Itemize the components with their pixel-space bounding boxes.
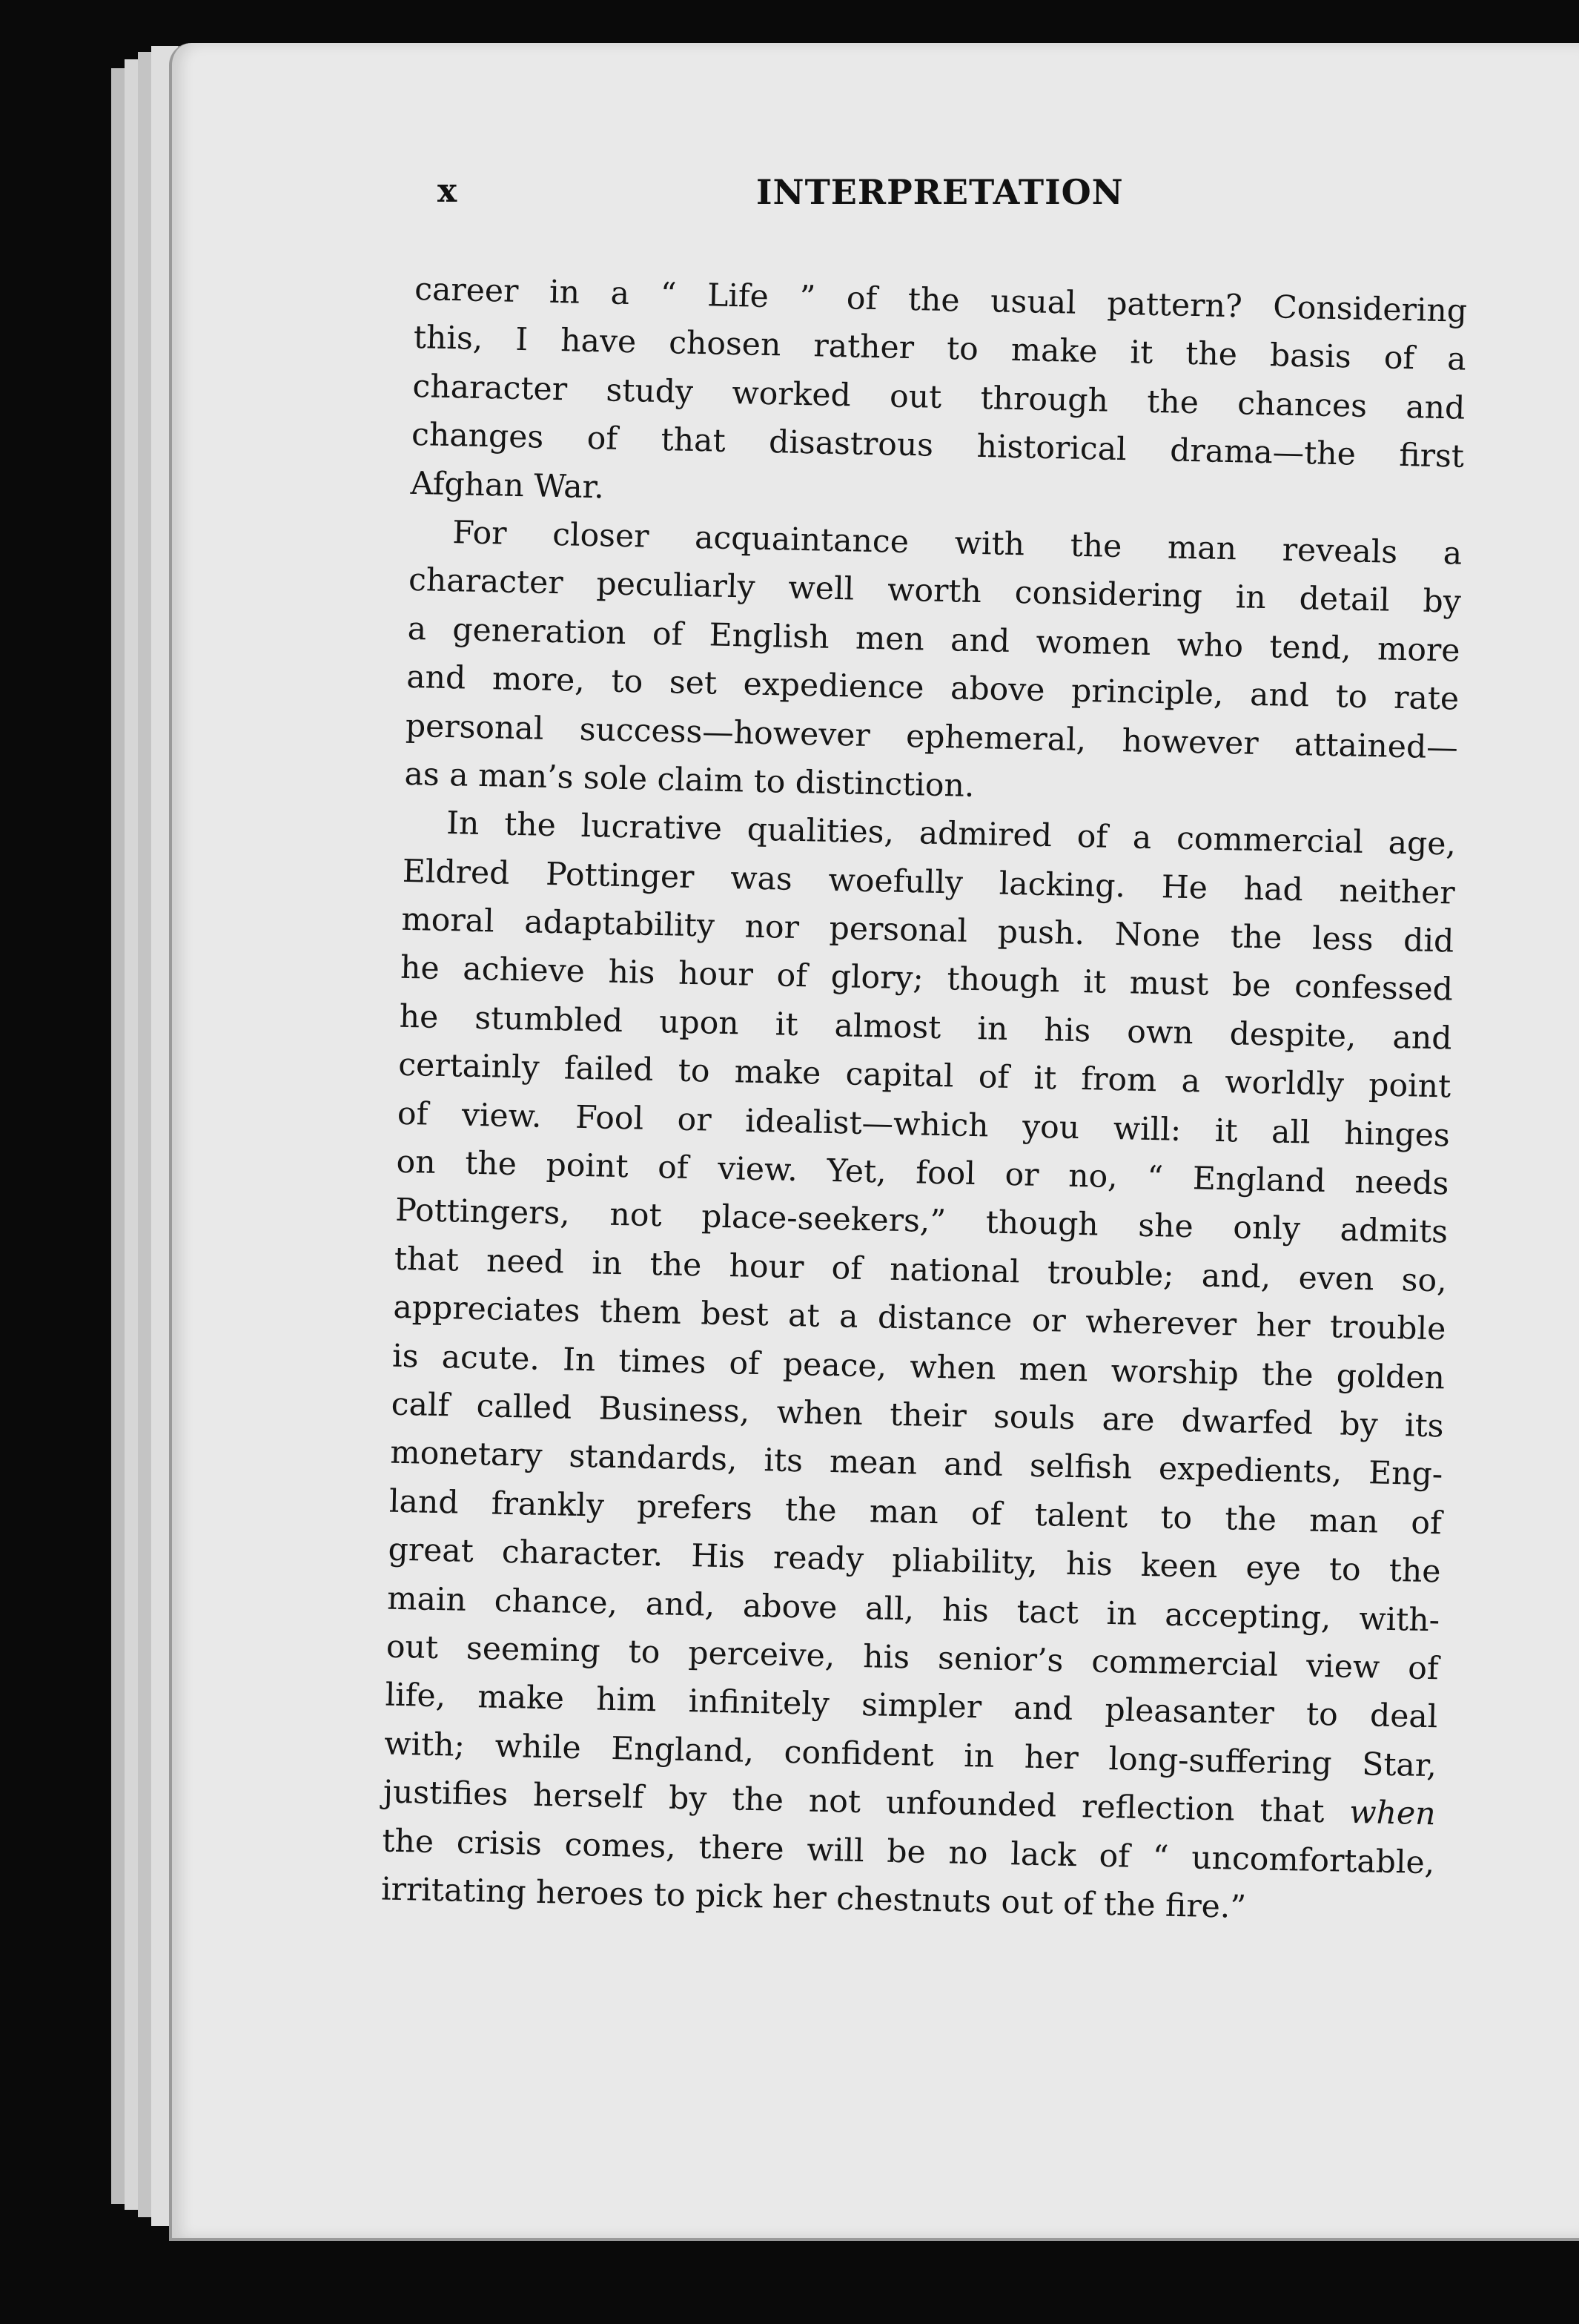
text-line: as a man’s sole claim to distinction. bbox=[404, 756, 975, 805]
running-title: INTERPRETATION bbox=[756, 172, 1124, 212]
text-line: certainly failed to make capital of it from a worldly point bbox=[397, 1047, 1451, 1106]
text-line: Eldred Pottinger was woefully lacking. He had neither bbox=[402, 853, 1456, 912]
text-line: changes of that disastrous historical drama—the first bbox=[411, 417, 1465, 475]
text-line: For closer acquaintance with the man reveals a bbox=[451, 515, 1463, 572]
text-line: this, I have chosen rather to make it the basis of a bbox=[413, 320, 1467, 379]
text-segment: justifies herself by the not unfounded reflection that bbox=[383, 1774, 1325, 1831]
text-line: with; while England, confident in her long-suffering Star, bbox=[383, 1726, 1437, 1785]
text-line: calf called Business, when their souls are dwarfed by its bbox=[391, 1386, 1445, 1445]
text-line: great character. His ready pliability, his keen eye to the bbox=[388, 1531, 1441, 1591]
text-line: he achieve his hour of glory; though it must be confessed bbox=[400, 950, 1454, 1009]
text-line: Afghan War. bbox=[410, 465, 605, 506]
text-line: irritating heroes to pick her chestnuts out of the fire.” bbox=[380, 1871, 1247, 1926]
text-line: out seeming to perceive, his senior’s commercial view of bbox=[385, 1628, 1440, 1688]
text-line: land frankly prefers the man of talent to the man of bbox=[388, 1483, 1443, 1542]
text-line: the crisis comes, there will be no lack of “ uncomfortable, bbox=[381, 1823, 1435, 1881]
text-line: character study worked out through the chances and bbox=[412, 368, 1466, 427]
text-line: personal success—however ephemeral, however attained— bbox=[405, 707, 1459, 767]
text-line: is acute. In times of peace, when men worship the golden bbox=[391, 1338, 1446, 1397]
page-header bbox=[437, 172, 1460, 217]
text-line: career in a “ Life ” of the usual pattern? Considering bbox=[414, 271, 1468, 330]
text-line: main chance, and, above all, his tact in accepting, with- bbox=[386, 1580, 1440, 1639]
text-line: Pottingers, not place-seekers,” though she only admits bbox=[394, 1192, 1449, 1251]
page-number: x bbox=[437, 172, 457, 210]
body-text bbox=[380, 265, 1467, 1936]
text-line: and more, to set expedience above principle, and to rate bbox=[405, 659, 1460, 718]
text-line: on the point of view. Yet, fool or no, “ England needs bbox=[396, 1143, 1449, 1203]
text-line: monetary standards, its mean and selfish expedients, Eng- bbox=[389, 1435, 1443, 1493]
text-line: appreciates them best at a distance or wherever her trouble bbox=[393, 1289, 1446, 1348]
text-line: In the lucrative qualities, admired of a commercial age, bbox=[446, 805, 1457, 863]
text-line: character peculiarly well worth considering in detail by bbox=[408, 562, 1462, 621]
text-line: a generation of English men and women who tend, more bbox=[407, 610, 1460, 670]
text-line: life, make him infinitely simpler and pleasanter to deal bbox=[385, 1677, 1438, 1736]
italic-word: when bbox=[1348, 1794, 1437, 1833]
text-line: he stumbled upon it almost in his own despite, and bbox=[399, 998, 1452, 1057]
text-line: of view. Fool or idealist—which you will: it all hinges bbox=[397, 1095, 1451, 1155]
text-line: moral adaptability nor personal push. None the less did bbox=[401, 901, 1454, 960]
text-line: that need in the hour of national trouble; and, even so, bbox=[394, 1241, 1448, 1300]
